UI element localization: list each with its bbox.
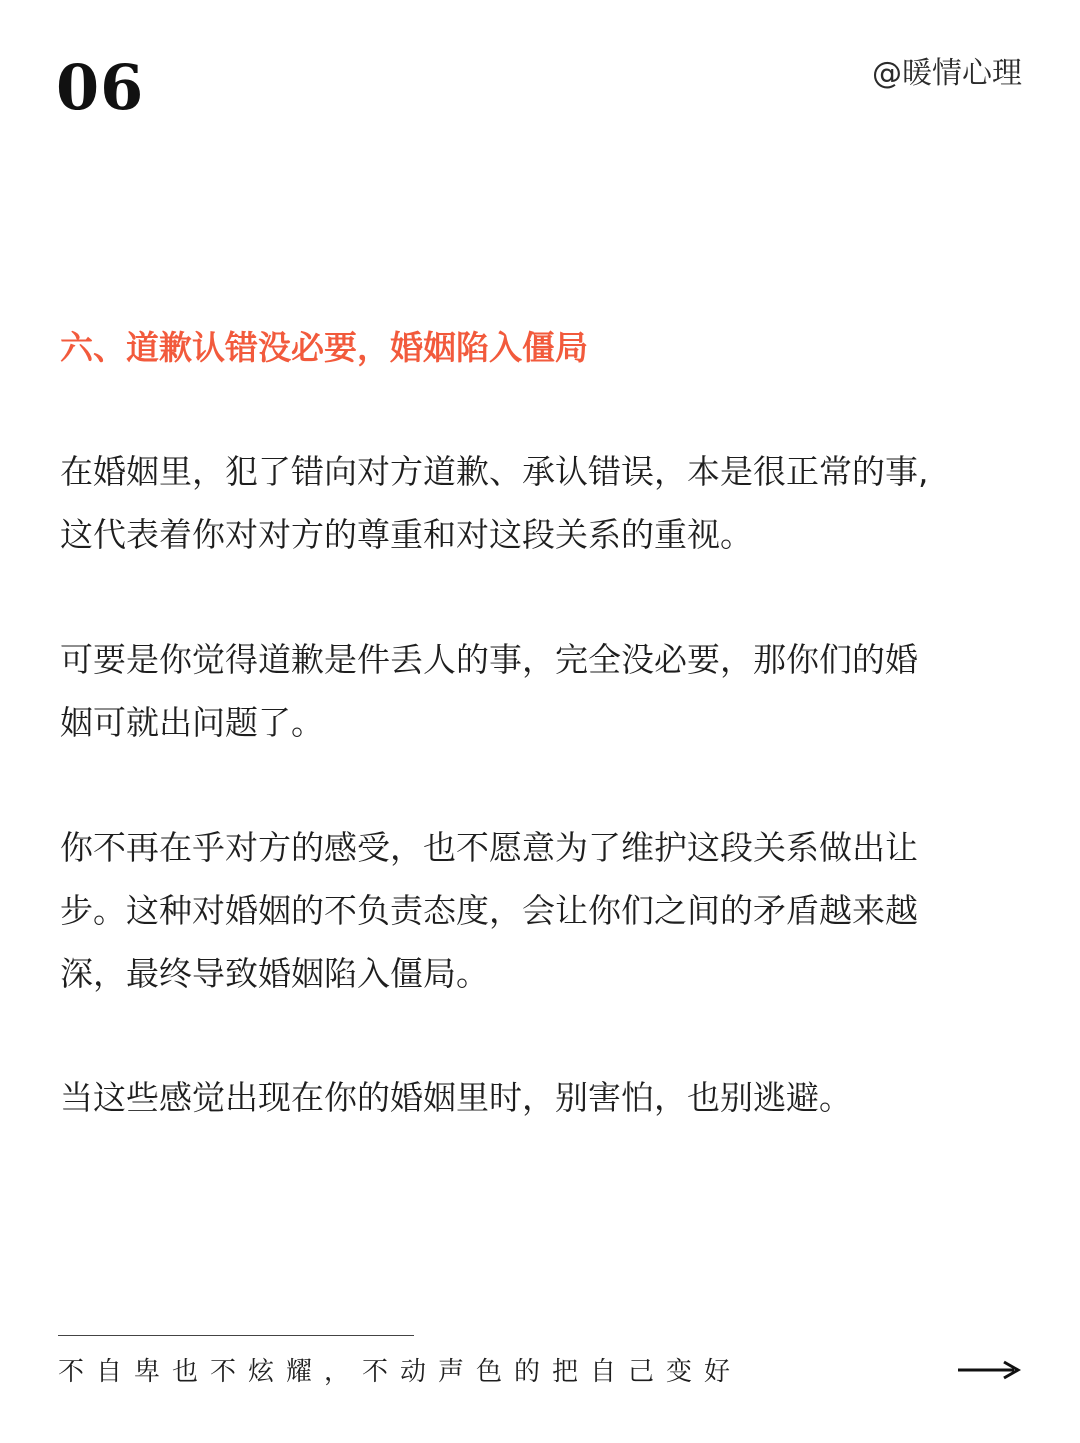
paragraph-3 [60, 816, 1020, 1005]
paragraph-line: 步。这种对婚姻的不负责态度，会让你们之间的矛盾越来越 [60, 891, 918, 930]
footer-slogan: 不自卑也不炫耀，不动声色的把自己变好 [58, 1357, 743, 1387]
paragraph-line: 深，最终导致婚姻陷入僵局。 [60, 954, 489, 993]
section-heading: 六、道歉认错没必要，婚姻陷入僵局 [60, 328, 588, 367]
paragraph-4 [60, 1066, 1020, 1129]
page-number: 06 [56, 51, 145, 124]
paragraph-line: 在婚姻里，犯了错向对方道歉、承认错误，本是很正常的事, [60, 452, 929, 491]
arrow-right-icon[interactable] [958, 1358, 1022, 1382]
paragraph-1 [60, 440, 1020, 566]
paragraph-2 [60, 628, 1020, 754]
footer-divider [58, 1335, 414, 1336]
paragraph-line: 这代表着你对对方的尊重和对这段关系的重视。 [60, 515, 753, 554]
paragraph-line: 你不再在乎对方的感受，也不愿意为了维护这段关系做出让 [60, 828, 918, 867]
paragraph-line: 当这些感觉出现在你的婚姻里时，别害怕，也别逃避。 [60, 1078, 852, 1117]
author-handle: @暖情心理 [872, 56, 1022, 91]
paragraph-line: 姻可就出问题了。 [60, 703, 324, 742]
paragraph-line: 可要是你觉得道歉是件丢人的事，完全没必要，那你们的婚 [60, 640, 918, 679]
